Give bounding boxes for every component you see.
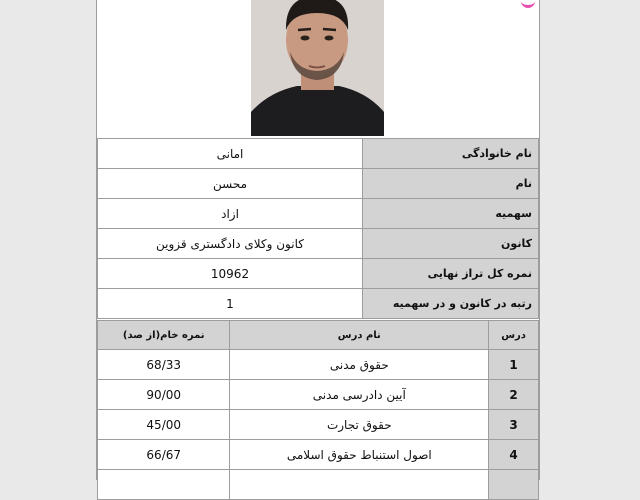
profile-field-value: 10962: [98, 259, 363, 289]
profile-row: [98, 169, 539, 199]
profile-field-label: نام خانوادگی: [363, 139, 539, 169]
corner-stamp-mark: [521, 0, 535, 8]
course-name: اصول استنباط حقوق اسلامی: [230, 440, 489, 470]
column-header-num: درس: [489, 321, 539, 350]
table-row: [98, 440, 539, 470]
grades-table: [97, 320, 539, 500]
course-name: آیین دادرسی مدنی: [230, 380, 489, 410]
profile-field-value: ازاد: [98, 199, 363, 229]
profile-row: [98, 259, 539, 289]
course-score: [98, 470, 230, 500]
profile-field-label: کانون: [363, 229, 539, 259]
profile-field-value: محسن: [98, 169, 363, 199]
table-row: [98, 350, 539, 380]
profile-field-value: 1: [98, 289, 363, 319]
profile-row: [98, 199, 539, 229]
profile-field-value: امانی: [98, 139, 363, 169]
grades-header-row: [98, 321, 539, 350]
result-sheet: [96, 0, 540, 480]
profile-table: [97, 138, 539, 319]
profile-field-label: نام: [363, 169, 539, 199]
course-score: 66/67: [98, 440, 230, 470]
course-score: 68/33: [98, 350, 230, 380]
course-name: [230, 470, 489, 500]
table-row: [98, 380, 539, 410]
profile-row: [98, 289, 539, 319]
course-name: حقوق مدنی: [230, 350, 489, 380]
table-row: [98, 410, 539, 440]
course-number: 3: [489, 410, 539, 440]
course-score: 90/00: [98, 380, 230, 410]
applicant-photo: [251, 0, 384, 136]
column-header-course: نام درس: [230, 321, 489, 350]
course-number: 1: [489, 350, 539, 380]
course-name: حقوق تجارت: [230, 410, 489, 440]
course-number: 4: [489, 440, 539, 470]
profile-row: [98, 229, 539, 259]
profile-field-label: رتبه در کانون و در سهمیه: [363, 289, 539, 319]
profile-field-label: سهمیه: [363, 199, 539, 229]
column-header-score: نمره خام(از صد): [98, 321, 230, 350]
course-number: [489, 470, 539, 500]
table-row: [98, 470, 539, 500]
course-score: 45/00: [98, 410, 230, 440]
profile-field-label: نمره کل تراز نهایی: [363, 259, 539, 289]
course-number: 2: [489, 380, 539, 410]
profile-row: [98, 139, 539, 169]
profile-field-value: کانون وکلای دادگستری قزوین: [98, 229, 363, 259]
